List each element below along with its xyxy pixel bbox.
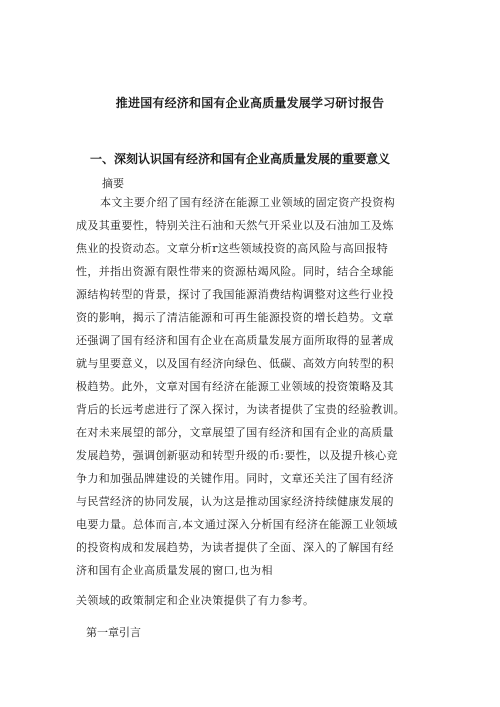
abstract-line: 性，并指出资源有限性带来的资源枯竭风险。同时，结合全球能 [76,265,394,278]
abstract-line: 在对未来展望的部分，文章展望了国有经济和国有企业的高质量 [76,426,394,439]
abstract-line: 背后的长远考虑进行了深入探讨，为读者提供了宝贵的经验教训。 [76,403,406,416]
abstract-line: 资的影响，揭示了清洁能源和可再生能源投资的增长趋势。文章 [76,311,394,324]
abstract-line: 关领域的政策制定和企业决策提供了有力参考。 [76,594,315,607]
abstract-line: 极趋势。此外，文章对国有经济在能源工业领域的投资策略及其 [76,380,394,393]
section-heading: 一、深刻认识国有经济和国有企业高质量发展的重要意义 [90,152,391,166]
abstract-line: 成及其重要性，特别关注石油和天然气开采业以及石油加工及炼 [76,219,394,232]
chapter-heading: 第一章引言 [86,626,141,639]
abstract-line: 的投资构成和发展趋势，为读者提供了全面、深入的了解国有经 [76,541,394,554]
abstract-line: 源结构转型的背景，探讨了我国能源消费结构调整对这些行业投 [76,288,394,301]
abstract-line: 还强调了国有经济和国有企业在高质量发展方面所取得的显著成 [76,334,394,347]
abstract-line: 焦业的投资动态。文章分析r这些领域投资的高风险与高回报特 [76,242,389,255]
abstract-line: 本文主要介绍了国有经济在能源工业领域的固定资产投资构 [100,196,396,209]
abstract-line: 发展趋势，强调创新驱动和转型升级的币:要性，以及提升核心竞 [76,449,398,462]
abstract-line: 就与里要意义，以及国有经济向绿色、低碳、高效方向转型的积 [76,357,394,370]
abstract-line: 济和国有企业高质量发展的窗口,也为相 [76,564,273,577]
abstract-label: 摘要 [102,177,124,190]
abstract-line: 电要力量。总体而言,本文通过深入分析国有经济在能源工业领域 [76,518,398,531]
abstract-line: 争力和加强品牌建设的关键作用。同时，文章还关注了国有经济 [76,472,394,485]
abstract-line: 与民营经济的协同发展，认为这是推动国家经济持续健康发展的 [76,495,394,508]
document-title: 推进国有经济和国有企业高质量发展学习研讨报告 [115,96,385,110]
